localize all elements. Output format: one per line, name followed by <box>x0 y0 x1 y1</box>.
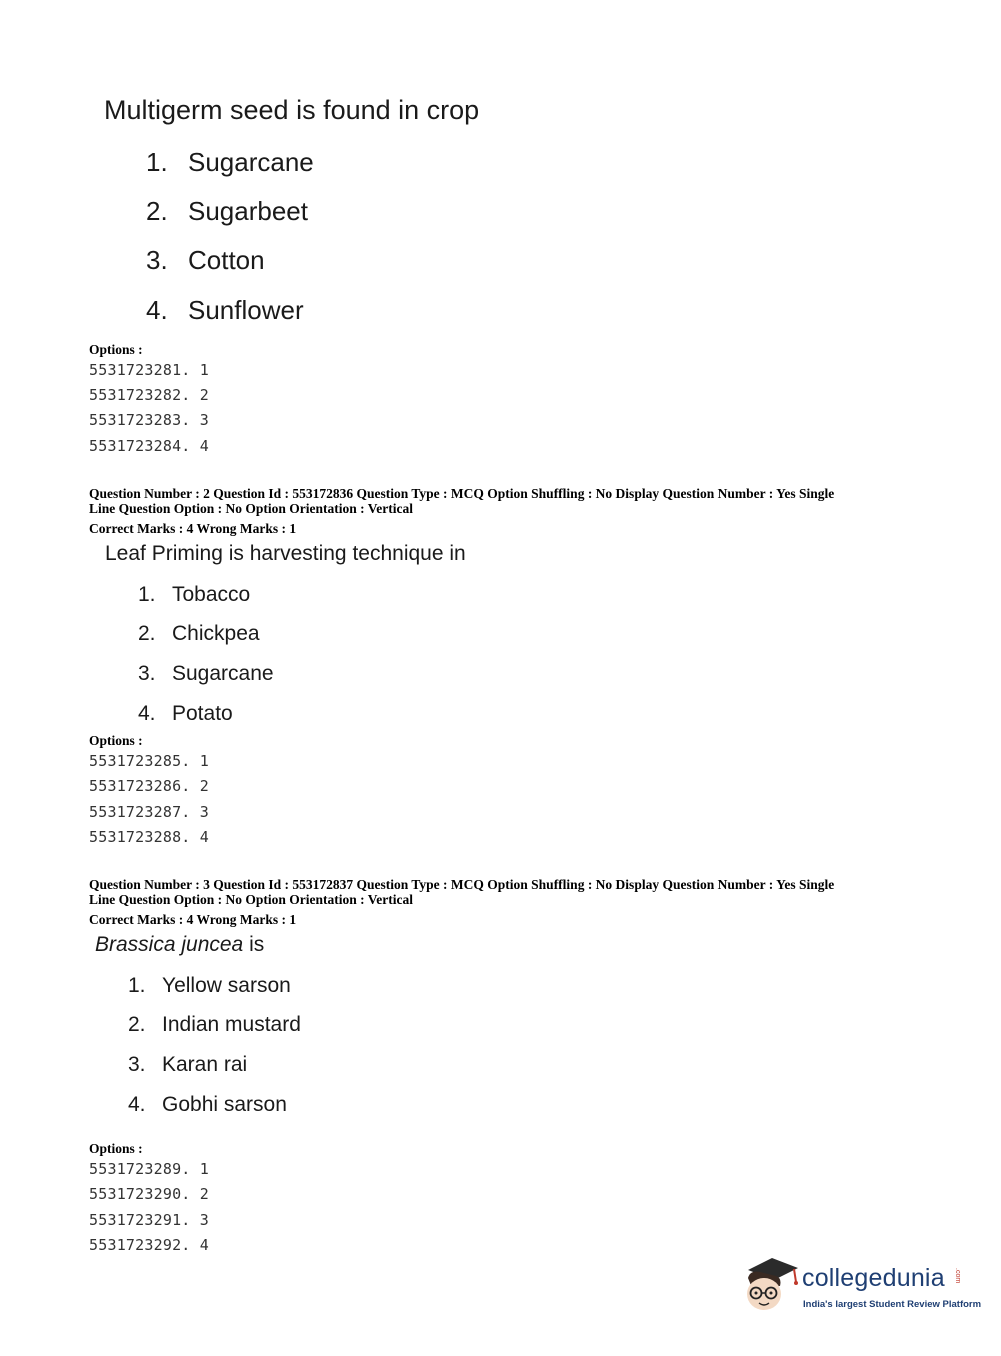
choice-label: Sugarcane <box>188 147 314 177</box>
option-id: 5531723285. 1 <box>89 752 209 770</box>
options-label: Options : <box>89 342 143 357</box>
choice-number: 3. <box>128 1053 146 1076</box>
question-2-choice-2 <box>138 622 260 646</box>
options-label: Options : <box>89 1141 143 1156</box>
option-id: 5531723282. 2 <box>89 386 209 404</box>
choice-number: 1. <box>138 583 156 606</box>
mascot-icon <box>742 1248 804 1316</box>
option-id: 5531723288. 4 <box>89 828 209 846</box>
question-2-text: Leaf Priming is harvesting technique in <box>105 542 466 565</box>
choice-label: Gobhi sarson <box>162 1093 287 1116</box>
logo-wordmark: collegedunia <box>802 1264 945 1292</box>
choice-label: Indian mustard <box>162 1013 301 1036</box>
choice-label: Karan rai <box>162 1053 248 1076</box>
question-3-marks: Correct Marks : 4 Wrong Marks : 1 <box>89 912 297 927</box>
question-3-choice-3 <box>128 1053 247 1077</box>
option-id: 5531723291. 3 <box>89 1211 209 1229</box>
question-2-meta-line-2: Line Question Option : No Option Orientation : Vertical <box>89 501 414 516</box>
question-1-choice-1 <box>146 147 314 178</box>
choice-label: Cotton <box>188 245 265 275</box>
choice-number: 1. <box>128 974 146 997</box>
choice-label: Potato <box>172 702 233 725</box>
logo-tagline: India's largest Student Review Platform <box>803 1299 982 1310</box>
question-2-choice-3 <box>138 662 274 686</box>
choice-label: Chickpea <box>172 622 260 645</box>
choice-label: Sugarcane <box>172 662 274 685</box>
choice-label: Yellow sarson <box>162 974 291 997</box>
choice-number: 4. <box>138 702 156 725</box>
choice-label: Sugarbeet <box>188 196 308 226</box>
choice-number: 4. <box>128 1093 146 1116</box>
question-2-marks: Correct Marks : 4 Wrong Marks : 1 <box>89 521 297 536</box>
choice-label: Tobacco <box>172 583 251 606</box>
option-id: 5531723281. 1 <box>89 361 209 379</box>
option-id: 5531723290. 2 <box>89 1185 209 1203</box>
question-1-choice-4 <box>146 295 304 326</box>
question-3-meta-line-2: Line Question Option : No Option Orientation : Vertical <box>89 892 414 907</box>
question-3-choice-1 <box>128 974 291 998</box>
options-label: Options : <box>89 733 143 748</box>
question-3-text <box>95 933 264 957</box>
option-id: 5531723287. 3 <box>89 803 209 821</box>
question-3-choice-2 <box>128 1013 301 1037</box>
choice-number: 3. <box>138 662 156 685</box>
option-id: 5531723283. 3 <box>89 411 209 429</box>
choice-number: 3. <box>146 245 168 275</box>
option-id: 5531723289. 1 <box>89 1160 209 1178</box>
choice-number: 2. <box>138 622 156 645</box>
question-2-choice-1 <box>138 583 250 607</box>
logo-suffix: .com <box>954 1268 961 1284</box>
question-1-text: Multigerm seed is found in crop <box>104 95 480 125</box>
choice-label: Sunflower <box>188 295 304 325</box>
option-id: 5531723286. 2 <box>89 777 209 795</box>
question-3-meta-line-1: Question Number : 3 Question Id : 553172837 Question Type : MCQ Option Shuffling : No Display Question Number : Yes Single <box>89 877 835 892</box>
question-3-choice-4 <box>128 1093 287 1117</box>
option-id: 5531723292. 4 <box>89 1236 209 1254</box>
choice-number: 1. <box>146 147 168 177</box>
species-name: Brassica juncea <box>95 933 244 956</box>
option-id: 5531723284. 4 <box>89 437 209 455</box>
question-1-choice-2 <box>146 196 308 227</box>
question-2-meta-line-1: Question Number : 2 Question Id : 553172836 Question Type : MCQ Option Shuffling : No Display Question Number : Yes Single <box>89 486 835 501</box>
collegedunia-logo[interactable] <box>742 1248 982 1318</box>
question-1-choice-3 <box>146 245 265 276</box>
choice-number: 4. <box>146 295 168 325</box>
choice-number: 2. <box>128 1013 146 1036</box>
question-3-text-rest: is <box>243 933 265 956</box>
choice-number: 2. <box>146 196 168 226</box>
question-2-choice-4 <box>138 702 233 726</box>
